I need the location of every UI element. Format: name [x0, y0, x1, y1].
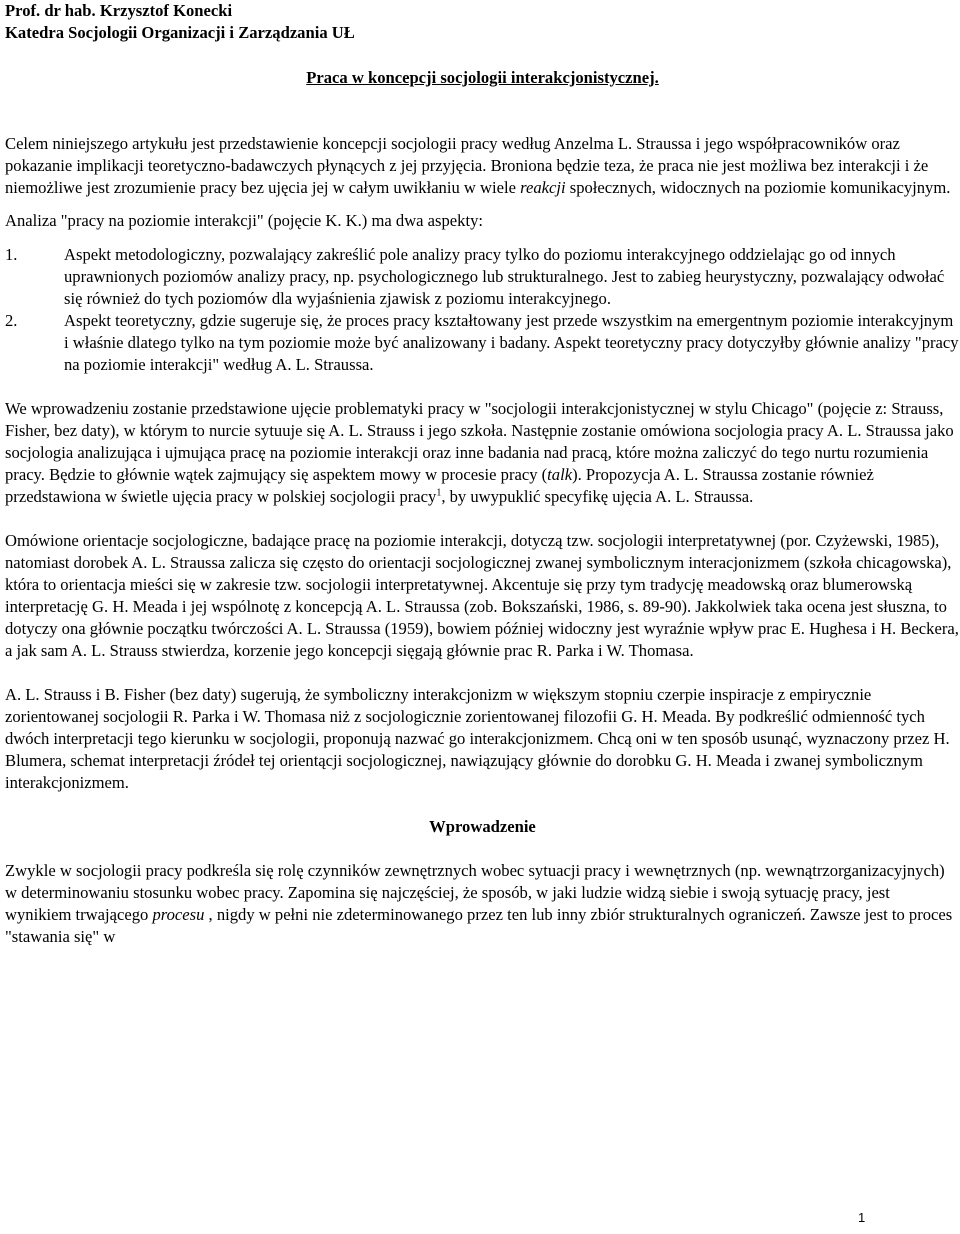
page-number: 1 [858, 1210, 866, 1225]
section-text-1: Zwykle w socjologii pracy podkreśla się rolę czynników zewnętrznych wobec sytuacji pracy i wewnętrznych (np. wewnątrzorganizacyjnych) w determinowaniu stosunku wobec pracy. Zapomina się najczęściej, że sposób, w jaki ludzie widzą siebie i swoją sytuację pracy, jest wynikiem trwającego [5, 861, 945, 924]
intro-text-2: społecznych, widocznych na poziomie komunikacyjnym. [565, 178, 951, 197]
section-text-2: , nigdy w pełni nie zdeterminowanego przez ten lub inny zbiór strukturalnych ograniczeń. Zawsze jest to proces "stawania się" w [5, 905, 953, 946]
list-item-number: 1. [5, 245, 18, 264]
section-italic: procesu [152, 905, 205, 924]
article-title: Praca w koncepcji socjologii interakcjonistycznej. [306, 68, 659, 87]
section-paragraph [5, 860, 960, 948]
intro-paragraph [5, 133, 960, 199]
intro-text-1: Celem niniejszego artykułu jest przedstawienie koncepcji socjologii pracy według Anzelma L. Straussa i jego współpracowników oraz pokazanie implikacji teoretyczno-badawczych płynących z jej przyjęcia. Broniona będzie teza, że praca nie jest możliwa bez interakcji i że niemożliwe jest zrozumienie pracy bez ujęcia jej w całym uwikłaniu w wiele [5, 134, 929, 197]
orientations-paragraph: Omówione orientacje socjologiczne, badające pracę na poziomie interakcji, dotyczą tzw. socjologii interpretatywnej (por. Czyżewski, 1985), natomiast dorobek A. L. Straussa zalicza się często do orientacji socjologicznej zwanej symbolicznym interacjonizmem (szkoła chicagowska), która to orientacja mieści się w zakresie tzw. socjologii interpretatywnej. Akcentuje się przy tym tradycję meadowską oraz blumerowską interpretację G. H. Meada i jej wspólnotę z koncepcją A. L. Straussa (zob. Bokszański, 1986, s. 89-90). Jakkolwiek taka ocena jest słuszna, to dotyczy ona głównie początku twórczości A. L. Straussa (1959), bowiem później widoczny jest wyraźnie wpływ prac E. Hughesa i H. Beckera, a jak sam A. L. Strauss stwierdza, korzenie jego koncepcji sięgają głównie prac R. Parka i W. Thomasa. [5, 531, 959, 660]
list-item-number: 2. [5, 311, 18, 330]
list-item [5, 244, 960, 310]
intro-italic: reakcji [520, 178, 566, 197]
author-name: Prof. dr hab. Krzysztof Konecki [5, 1, 233, 20]
footnote-marker[interactable]: 1 [436, 487, 442, 499]
introduction-overview-paragraph [5, 398, 960, 508]
section-heading: Wprowadzenie [429, 817, 536, 836]
analysis-paragraph: Analiza "pracy na poziomie interakcji" (pojęcie K. K.) ma dwa aspekty: [5, 211, 483, 230]
list-item-text: Aspekt teoretyczny, gdzie sugeruje się, że proces pracy kształtowany jest przede wszystkim na emergentnym poziomie interakcyjnym i właśnie dlatego tylko na tym poziomie może być analizowany i badany. Aspekt teoretyczny pracy dotyczyłby głównie analizy "pracy na poziomie interakcji" według A. L. Straussa. [64, 311, 959, 374]
aspects-list [5, 244, 960, 376]
fisher-paragraph: A. L. Strauss i B. Fisher (bez daty) sugerują, że symboliczny interakcjonizm w większym stopniu czerpie inspiracje z empirycznie zorientowanej socjologii R. Parka i W. Thomasa niż z socjologicznie zorientowanej filozofii G. H. Meada. By podkreślić odmienność tych dwóch interpretacji tego kierunku w socjologii, proponują nazwać go interakcjonizmem. Chcą oni w ten sposób usunąć, wyznaczony przez H. Blumera, schemat interpretacji źródeł tej orientącji socjologicznej, nawiązujący głównie do dorobku G. H. Meada i zwanej symbolicznym interakcjonizmem. [5, 685, 950, 792]
list-item-text: Aspekt metodologiczny, pozwalający zakreślić pole analizy pracy tylko do poziomu interakcyjnego oddzielając go od innych uprawnionych poziomów analizy pracy, np. psychologicznego lub strukturalnego. Jest to zabieg heurystyczny, pozwalający odwołać się również do tych poziomów dla wyjaśnienia zjawisk z poziomu interakcyjnego. [64, 245, 945, 308]
author-affiliation: Katedra Socjologii Organizacji i Zarządzania UŁ [5, 23, 355, 42]
overview-italic: talk [547, 465, 573, 484]
overview-text-3: , by uwypuklić specyfikę ujęcia A. L. Straussa. [441, 487, 754, 506]
list-item [5, 310, 960, 376]
overview-text-2: ). Propozycja A. L. Straussa zostanie również przedstawiona w świetle ujęcia pracy w polskiej socjologii pracy [5, 465, 874, 506]
overview-text-1: We wprowadzeniu zostanie przedstawione ujęcie problematyki pracy w "socjologii interakcjonistycznej w stylu Chicago" (pojęcie z: Strauss, Fisher, bez daty), w którym to nurcie sytuuje się A. L. Strauss i jego szkoła. Następnie zostanie omówiona socjologia pracy A. L. Straussa jako socjologia analizująca i ujmująca pracę na poziomie interakcji oraz inne badania nad pracą, które można zaliczyć do tego nurtu rozumienia pracy. Będzie to głównie wątek zajmujący się aspektem mowy w procesie pracy ( [5, 399, 954, 484]
